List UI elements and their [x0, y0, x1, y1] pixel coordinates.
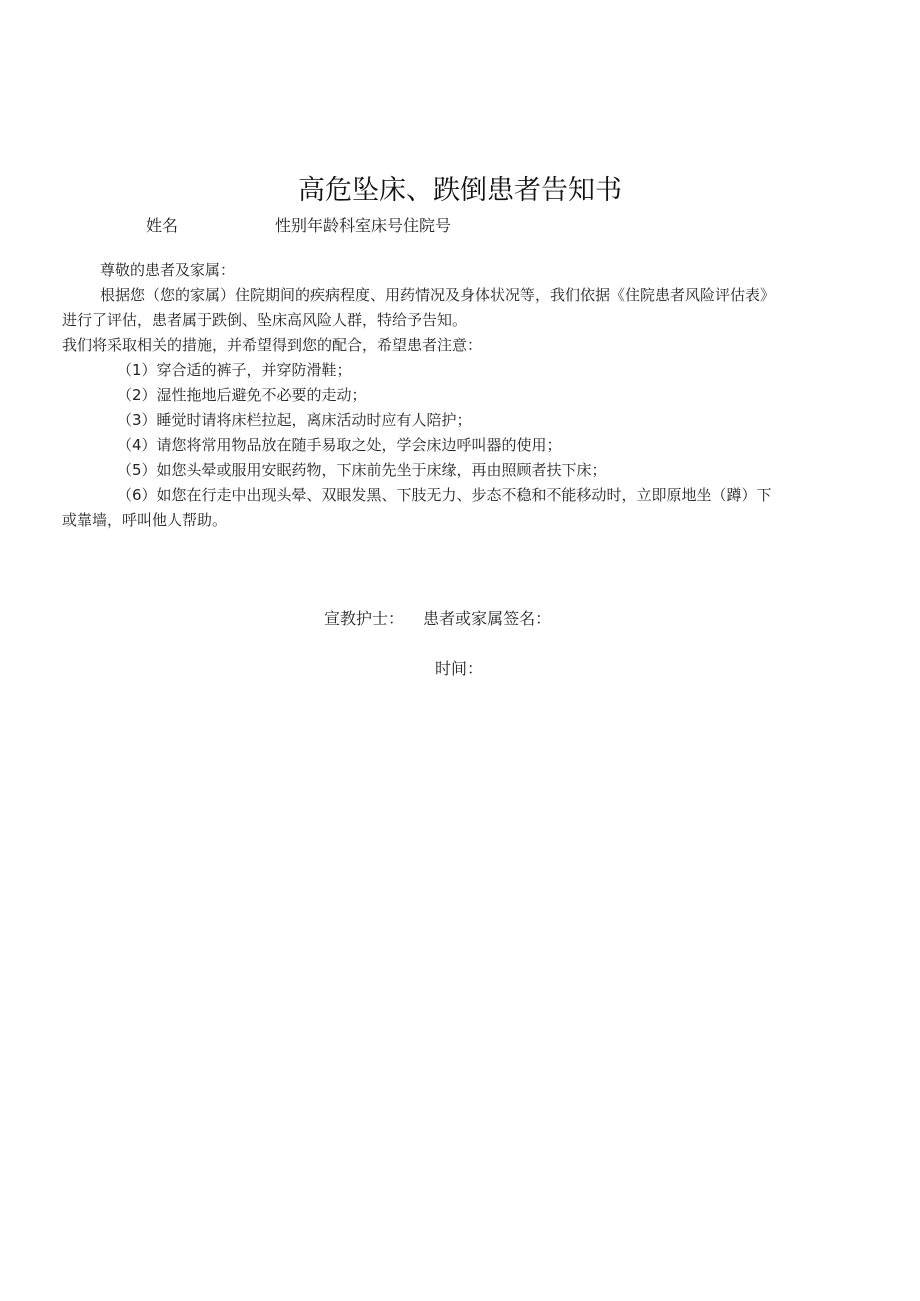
- precaution-item-2: （2）湿性拖地后避免不必要的走动；: [117, 386, 367, 404]
- precaution-item-4: （4）请您将常用物品放在随手易取之处，学会床边呼叫器的使用；: [117, 436, 562, 454]
- patient-signature-label: 患者或家属签名：: [423, 609, 552, 628]
- precaution-item-3: （3）睡觉时请将床栏拉起，离床活动时应有人陪护；: [117, 411, 472, 429]
- signature-row: [324, 606, 551, 629]
- precaution-item-6-line-2: 或靠墙，呼叫他人帮助。: [62, 511, 228, 529]
- precaution-item-6-line-1: （6）如您在行走中出现头晕、双眼发黑、下肢无力、步态不稳和不能移动时，立即原地坐（蹲）下: [117, 486, 772, 504]
- notice-body: [62, 258, 862, 533]
- nurse-signature-label: 宣教护士：: [324, 609, 405, 628]
- paragraph-2: 我们将采取相关的措施，并希望得到您的配合，希望患者注意：: [62, 336, 483, 354]
- precaution-item-5: （5）如您头晕或服用安眠药物，下床前先坐于床缘，再由照顾者扶下床；: [117, 461, 607, 479]
- document-title: 高危坠床、跌倒患者告知书: [298, 175, 622, 206]
- patient-info-labels: 性别年龄科室床号住院号: [275, 216, 452, 235]
- precaution-item-1: （1）穿合适的裤子，并穿防滑鞋；: [117, 361, 352, 379]
- time-label: 时间：: [435, 659, 484, 678]
- name-field-label: 姓名: [146, 216, 179, 235]
- paragraph-1-line-1: 根据您（您的家属）住院期间的疾病程度、用药情况及身体状况等，我们依据《住院患者风险评估表》: [100, 286, 776, 304]
- greeting: 尊敬的患者及家属：: [100, 261, 236, 279]
- paragraph-1-line-2: 进行了评估，患者属于跌倒、坠床高风险人群，特给予告知。: [62, 311, 468, 329]
